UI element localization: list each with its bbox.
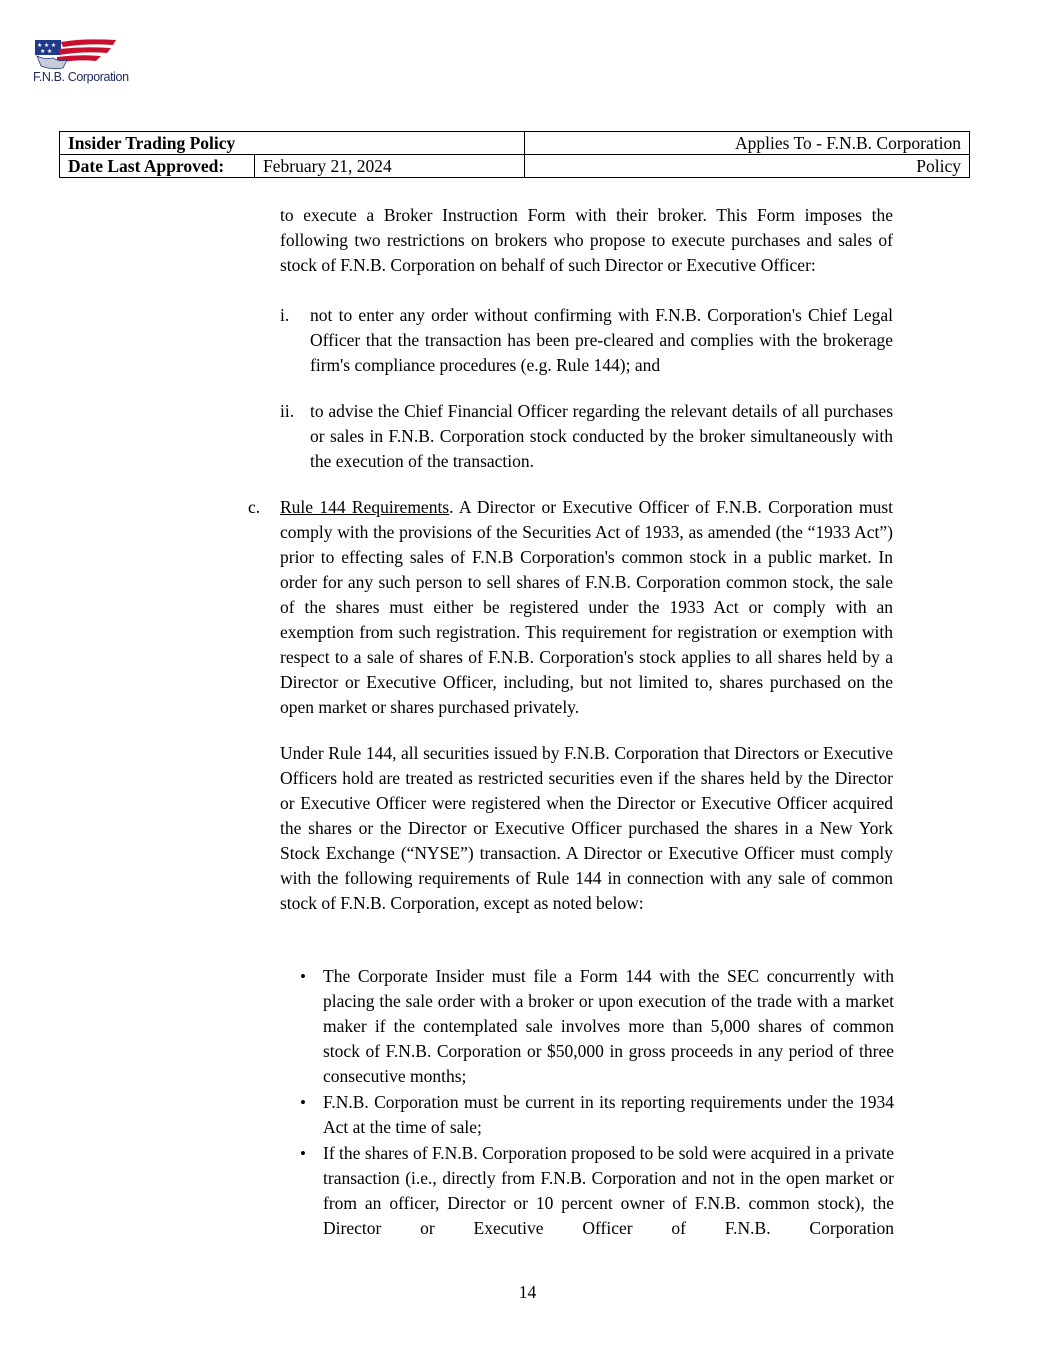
date-value-cell: February 21, 2024	[255, 155, 525, 178]
rule144-text: Under Rule 144, all securities issued by F.N.B. Corporation that Directors or Executive Officers hold are treated as restricted securities even if the shares held by the Director or Executive Officer were registered when the Director or Executive Officer acquired the shares or the Director or Executive Officer purchased the shares in a New York Stock Exchange (“NYSE”) transaction. A Director or Executive Officer must comply with the following requirements of Rule 144 in connection with any sale of common stock of F.N.B. Corporation, except as noted below:	[280, 743, 893, 913]
bullet-item	[323, 1141, 894, 1241]
section-c-paragraph	[280, 495, 893, 720]
svg-text:★ ★ ★: ★ ★ ★	[37, 43, 57, 49]
restriction-item	[310, 399, 893, 474]
bullet-text: If the shares of F.N.B. Corporation proposed to be sold were acquired in a private transaction (i.e., directly from F.N.B. Corporation and not in the open market or from an officer, Director or 10 percent owner of F.N.B. common stock), the Director or Executive Officer of F.N.B. Corporation	[323, 1143, 894, 1238]
restriction-item	[310, 303, 893, 378]
section-c-body: . A Director or Executive Officer of F.N.B. Corporation must comply with the provisions of the Securities Act of 1933, as amended (the “1933 Act”) prior to effecting sales of F.N.B Corporation's common stock in a public market. In order for any such person to sell shares of F.N.B. Corporation common stock, the sale of the shares must either be registered under the 1933 Act or comply with an exemption from such registration. This requirement for registration or exemption with respect to a sale of shares of F.N.B. Corporation's stock applies to all shares held by a Director or Executive Officer, including, but not limited to, shares purchased on the open market or shares purchased privately.	[280, 497, 893, 717]
header-row-1	[60, 132, 970, 155]
bullet-text: The Corporate Insider must file a Form 144 with the SEC concurrently with placing the sale order with a broker or upon execution of the trade with a market maker if the contemplated sale involves more than 5,000 shares of common stock of F.N.B. Corporation or $50,000 in gross proceeds in any period of three consecutive months;	[323, 966, 894, 1086]
section-c-heading: Rule 144 Requirements	[280, 497, 450, 517]
rule144-paragraph	[280, 741, 893, 916]
bullet-symbol: •	[300, 1144, 306, 1163]
flag-handshake-icon	[33, 38, 119, 72]
page-number: 14	[518, 1282, 537, 1302]
company-logo	[33, 38, 153, 90]
logo-text: F.N.B. Corporation	[33, 70, 129, 84]
restriction-marker: ii.	[280, 401, 295, 421]
restriction-text: to advise the Chief Financial Officer regarding the relevant details of all purchases or sales in F.N.B. Corporation stock conducted by the broker simultaneously with the execution of the transaction.	[310, 401, 893, 471]
bullet-item	[323, 964, 894, 1089]
section-c-text	[280, 495, 893, 720]
bullet-text: F.N.B. Corporation must be current in its reporting requirements under the 1934 Act at the time of sale;	[323, 1092, 894, 1137]
restriction-text: not to enter any order without confirming with F.N.B. Corporation's Chief Legal Officer that the transaction has been pre-cleared and complies with the brokerage firm's compliance procedures (e.g. Rule 144); and	[310, 305, 893, 375]
policy-header-table	[59, 131, 970, 178]
bullet-item	[323, 1090, 894, 1140]
bullet-symbol: •	[300, 1093, 306, 1112]
header-row-2	[60, 155, 970, 178]
date-label-cell: Date Last Approved:	[60, 155, 255, 178]
policy-title-cell: Insider Trading Policy	[60, 132, 525, 155]
intro-paragraph	[280, 203, 893, 278]
policy-type-cell: Policy	[525, 155, 970, 178]
intro-text: to execute a Broker Instruction Form with their broker. This Form imposes the following two restrictions on brokers who propose to execute purchases and sales of stock of F.N.B. Corporation on behalf of such Director or Executive Officer:	[280, 205, 893, 275]
applies-to-cell: Applies To - F.N.B. Corporation	[525, 132, 970, 155]
svg-text:★ ★: ★ ★	[40, 49, 53, 55]
restriction-marker: i.	[280, 305, 290, 325]
bullet-symbol: •	[300, 967, 306, 986]
section-c-marker: c.	[248, 497, 261, 517]
